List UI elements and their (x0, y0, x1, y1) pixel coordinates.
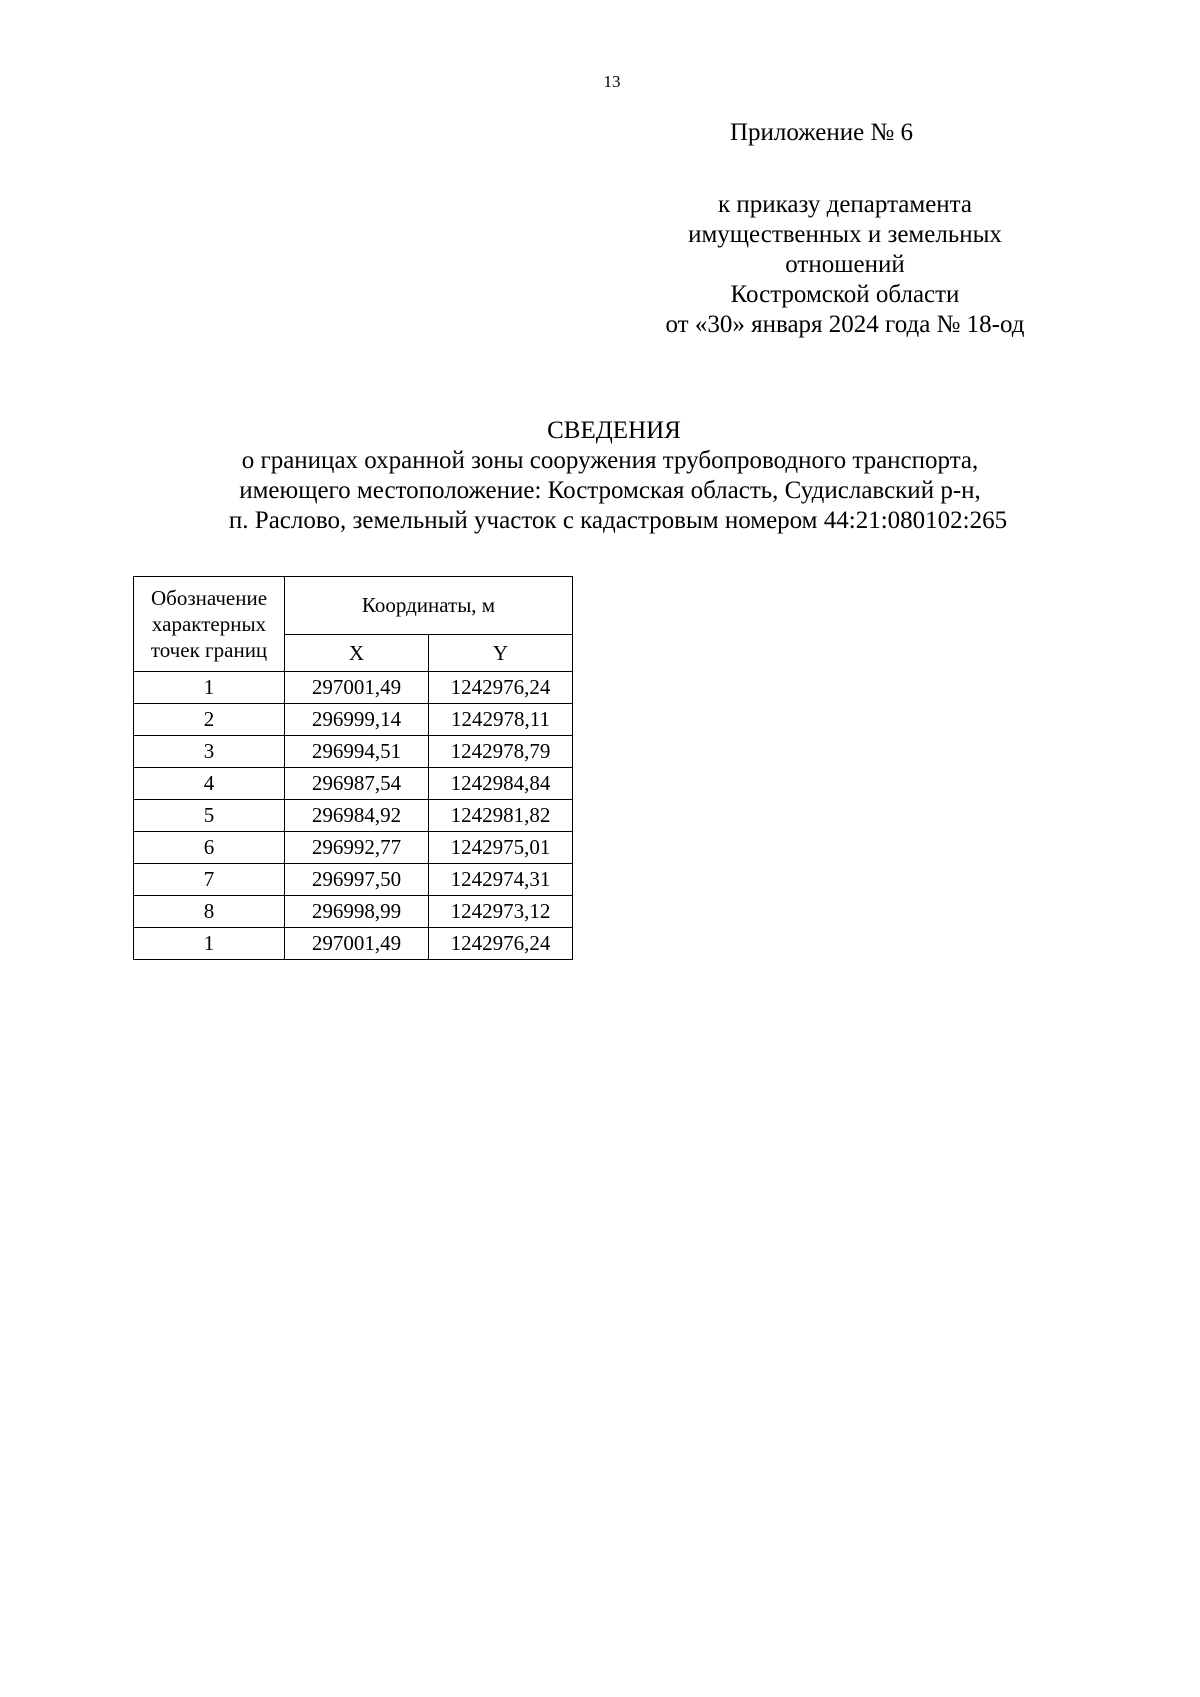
table-row (134, 896, 573, 928)
table-row (134, 832, 573, 864)
cell-point: 3 (134, 736, 285, 768)
cell-x: 296999,14 (285, 704, 429, 736)
cell-point: 8 (134, 896, 285, 928)
heading-subtitle-line: имеющего местоположение: Костромская область, Судиславский р-н, (239, 477, 981, 504)
cell-x: 296994,51 (285, 736, 429, 768)
cell-y: 1242984,84 (429, 768, 573, 800)
cell-x: 296997,50 (285, 864, 429, 896)
table-row (134, 864, 573, 896)
table-row (134, 736, 573, 768)
cell-point: 6 (134, 832, 285, 864)
cell-x: 297001,49 (285, 928, 429, 960)
cell-y: 1242981,82 (429, 800, 573, 832)
table-header-row (134, 577, 573, 635)
table-row (134, 800, 573, 832)
header-text: Обозначение (150, 586, 268, 610)
heading-subtitle-line: о границах охранной зоны сооружения трубопроводного транспорта, (241, 447, 979, 474)
table-row (134, 768, 573, 800)
order-line: имущественных и земельных (688, 221, 1002, 248)
header-y: Y (429, 635, 573, 672)
table-row (134, 672, 573, 704)
heading-title: СВЕДЕНИЯ (547, 417, 681, 444)
cell-point: 2 (134, 704, 285, 736)
cell-x: 296987,54 (285, 768, 429, 800)
cell-x: 296992,77 (285, 832, 429, 864)
header-coordinates: Координаты, м (285, 577, 573, 635)
order-line: Костромской области (730, 281, 960, 308)
appendix-title: Приложение № 6 (730, 119, 914, 146)
cell-y: 1242978,79 (429, 736, 573, 768)
header-text: точек границ (150, 638, 268, 662)
header-text: характерных (151, 612, 267, 636)
cell-y: 1242976,24 (429, 672, 573, 704)
order-line: от «30» января 2024 года № 18-од (665, 311, 1025, 338)
cell-y: 1242975,01 (429, 832, 573, 864)
document-heading (0, 416, 1200, 536)
order-line: отношений (785, 251, 905, 278)
table-row (134, 928, 573, 960)
cell-point: 1 (134, 672, 285, 704)
cell-x: 297001,49 (285, 672, 429, 704)
cell-x: 296998,99 (285, 896, 429, 928)
cell-y: 1242973,12 (429, 896, 573, 928)
table-row (134, 704, 573, 736)
page-number: 13 (603, 72, 621, 91)
header-x: X (285, 635, 429, 672)
cell-x: 296984,92 (285, 800, 429, 832)
cell-y: 1242978,11 (429, 704, 573, 736)
heading-subtitle-line: п. Раслово, земельный участок с кадастровым номером 44:21:080102:265 (228, 507, 1008, 534)
order-line: к приказу департамента (717, 191, 973, 218)
order-reference (630, 190, 1060, 340)
cell-point: 4 (134, 768, 285, 800)
coordinates-table (133, 576, 573, 960)
cell-y: 1242976,24 (429, 928, 573, 960)
cell-point: 7 (134, 864, 285, 896)
cell-y: 1242974,31 (429, 864, 573, 896)
cell-point: 1 (134, 928, 285, 960)
cell-point: 5 (134, 800, 285, 832)
header-point-designation (134, 577, 285, 672)
